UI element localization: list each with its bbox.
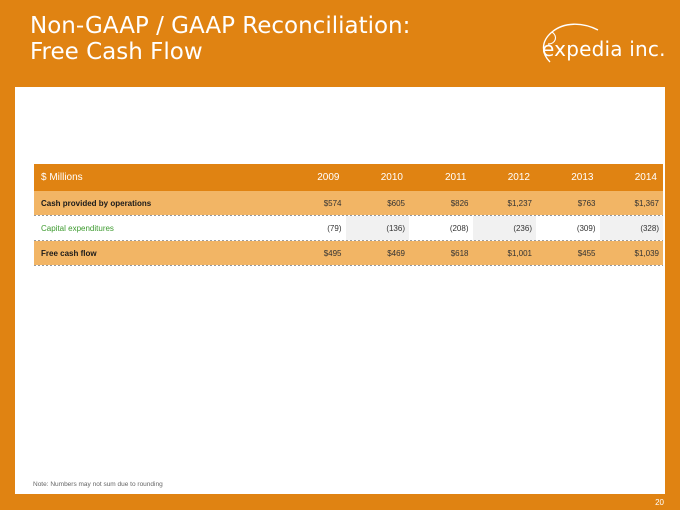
table-cell: $1,237 (507, 198, 532, 208)
table-row-operations (34, 191, 663, 215)
table-cell: (136) (346, 216, 410, 240)
table-cell: (236) (473, 216, 537, 240)
row-label: Free cash flow (41, 248, 97, 258)
header-label: $ Millions (41, 172, 83, 183)
table-cell: $763 (577, 198, 596, 208)
year-header: 2010 (380, 172, 403, 183)
slide-title (30, 13, 410, 65)
row-divider (34, 265, 663, 266)
table-cell: $618 (450, 248, 469, 258)
row-label: Cash provided by operations (41, 198, 152, 208)
table-cell: $605 (387, 198, 405, 208)
table-cell: (328) (600, 216, 664, 240)
table-cell: $1,367 (634, 198, 659, 208)
table-cell: (309) (576, 223, 596, 233)
page-number: 20 (655, 498, 664, 507)
logo-wordmark: expedia inc. (542, 37, 666, 61)
table-row-free-cash-flow (34, 241, 663, 265)
table-cell: $495 (323, 248, 342, 258)
table-cell: $574 (323, 198, 342, 208)
row-label: Capital expenditures (41, 223, 114, 233)
expedia-logo (522, 14, 672, 74)
table-cell: (208) (449, 223, 469, 233)
table-cell: (79) (327, 223, 342, 233)
table-cell: $469 (387, 248, 405, 258)
slide-header (0, 0, 680, 86)
title-line-2: Free Cash Flow (30, 39, 203, 65)
year-header: 2009 (317, 172, 340, 183)
table-cell: $455 (577, 248, 596, 258)
table-cell: $1,001 (507, 248, 532, 258)
reconciliation-table (34, 164, 663, 266)
year-header: 2013 (571, 172, 594, 183)
year-header: 2012 (507, 172, 530, 183)
table-cell: $826 (450, 198, 469, 208)
table-cell: $1,039 (634, 248, 659, 258)
year-header: 2014 (634, 172, 657, 183)
table-header-row (34, 164, 663, 191)
footnote: Note: Numbers may not sum due to rounding (33, 481, 163, 488)
title-line-1: Non-GAAP / GAAP Reconciliation: (30, 13, 411, 39)
year-header: 2011 (444, 172, 467, 183)
content-panel (15, 87, 665, 494)
table-row-capex (34, 216, 663, 240)
